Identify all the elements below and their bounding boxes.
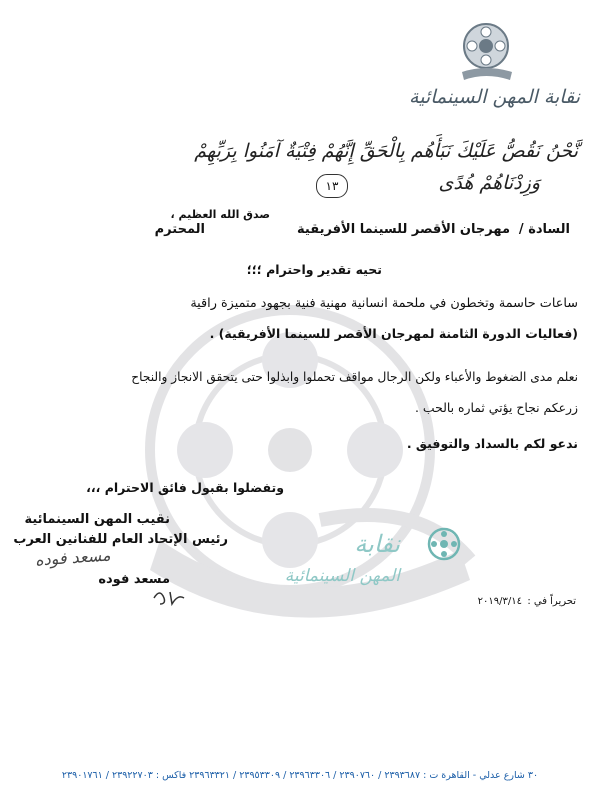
body-paragraph-2-line-1: نعلم مدى الضغوط والأعباء ولكن الرجال مواقف تحملوا وابذلوا حتى يتحقق الانجاز والنجاح bbox=[131, 370, 578, 384]
body-paragraph-1-line-2: (فعاليات الدورة الثامنة لمهرجان الأقصر للسينما الأفريقية) . bbox=[209, 326, 578, 341]
recipient-honorific: المحترم bbox=[154, 222, 205, 237]
verse-closing: صدق الله العظيم ، bbox=[170, 208, 270, 221]
body-paragraph-1-line-1: ساعات حاسمة وتخطون في ملحمة انسانية مهنية فنية بجهود متميزة راقية bbox=[190, 296, 578, 311]
verse-line-1: نَّحْنُ نَقُصُّ عَلَيْكَ نَبَأَهُم بِالْحَقِّ إِنَّهُمْ فِتْيَةٌ آمَنُوا بِرَبِّهِمْ bbox=[194, 140, 578, 162]
date-value: ٢٠١٩/٣/١٤ bbox=[477, 596, 522, 607]
verse-line-2: وَزِدْنَاهُمْ هُدًى bbox=[438, 172, 540, 194]
stamp-line-2: المهن السينمائية bbox=[284, 566, 400, 586]
initials-scribble bbox=[150, 584, 190, 610]
letterhead-name: نقابة المهن السينمائية bbox=[409, 86, 580, 108]
film-reel-logo bbox=[456, 20, 516, 90]
letterhead-footer: ٣٠ شارع عدلي - القاهرة ت : ٢٣٩٣٦٨٧ / ٢٣٩٠٧٦٠ / ٢٣٩٦٣٣٠٦ / ٢٣٩٥٣٣٠٩ / ٢٣٩٦٣٣٢١ فاكس : ٢٣٩٢٢٧٠٣ / ٢٣٩٠١٧٦١ bbox=[61, 770, 539, 781]
stamp-line-1: نقابة bbox=[354, 530, 400, 558]
signature-title-1: نقيب المهن السينمائية bbox=[24, 512, 170, 527]
body-prayer: ندعو لكم بالسداد والتوفيق . bbox=[406, 436, 578, 451]
recipient-name: مهرجان الأقصر للسينما الأفريقية bbox=[297, 222, 510, 237]
body-paragraph-2-line-2: زرعكم نجاح يؤتي ثماره بالحب . bbox=[415, 400, 578, 415]
signature-name: مسعد فوده bbox=[98, 572, 170, 587]
stamp-reel-icon bbox=[420, 524, 468, 564]
ayah-number: ١٣ bbox=[316, 174, 348, 198]
signature-title-2: رئيس الإتحاد العام للفنانين العرب bbox=[13, 532, 228, 547]
greeting: تحيه تقدير واحترام ؛؛؛ bbox=[246, 262, 382, 277]
recipient-prefix: السادة / bbox=[518, 222, 570, 237]
date-label: تحريراً في : bbox=[527, 596, 576, 607]
letter-closing: وتفضلوا بقبول فائق الاحترام ،،، bbox=[86, 480, 284, 495]
handwritten-signature: مسعد فوده bbox=[33, 545, 111, 570]
